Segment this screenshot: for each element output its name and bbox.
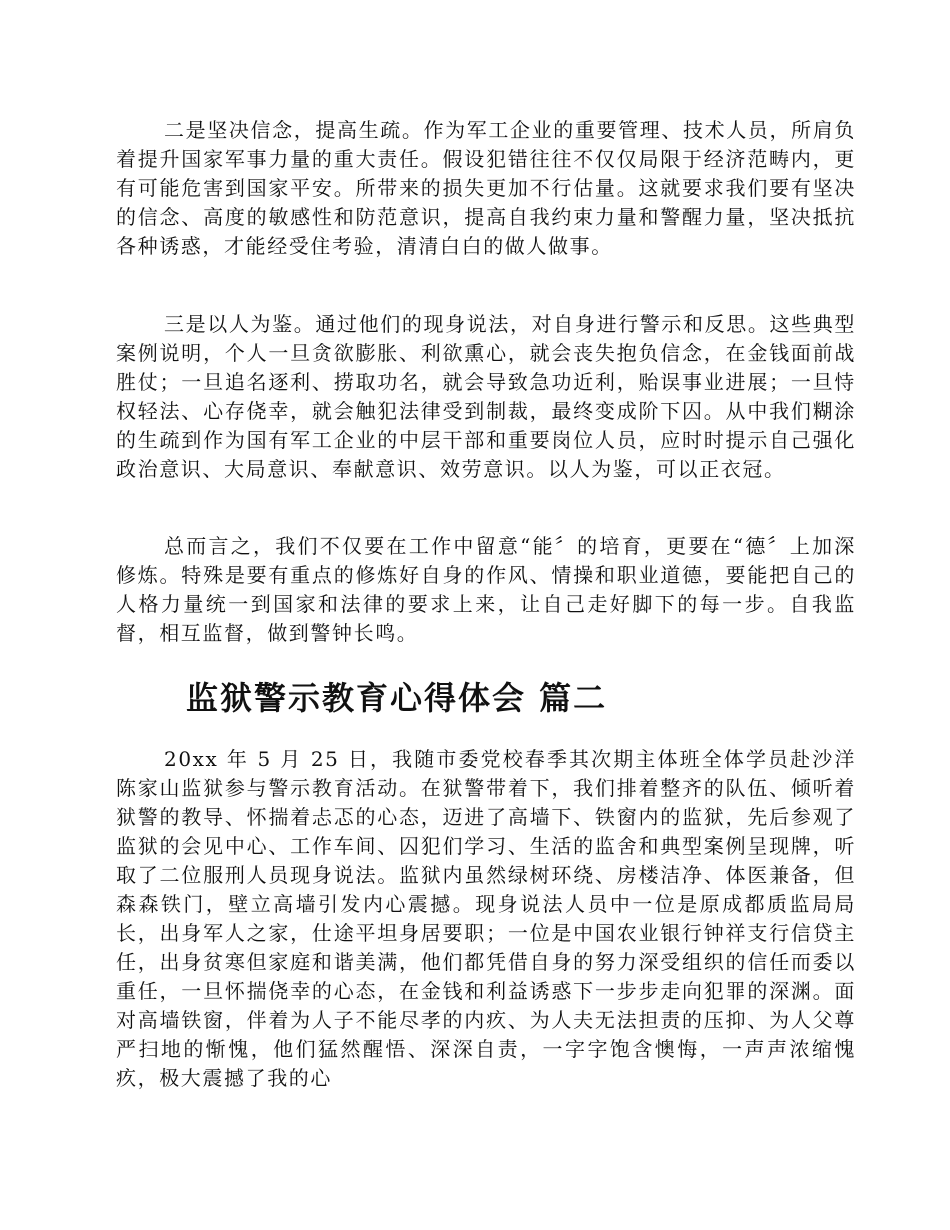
paragraph-learn-from-others: 三是以人为鉴。通过他们的现身说法，对自身进行警示和反思。这些典型案例说明，个人一旦贪欲膨胀、利欲熏心，就会丧失抱负信念，在金钱面前战胜仗；一旦追名逐利、捞取功名，就会导致急功近利，贻误事业进展；一旦恃权轻法、心存侥幸，就会触犯法律受到制裁，最终变成阶下囚。从中我们糊涂的生疏到作为国有军工企业的中层干部和重要岗位人员，应时时提示自己强化政治意识、大局意识、奉献意识、效劳意识。以人为鉴，可以正衣冠。: [116, 312, 856, 481]
paragraph-firm-belief: 二是坚决信念，提高生疏。作为军工企业的重要管理、技术人员，所肩负着提升国家军事力量的重大责任。假设犯错往往不仅仅局限于经济范畴内，更有可能危害到国家平安。所带来的损失更加不行估量。这就要求我们要有坚决的信念、高度的敏感性和防范意识，提高自我约束力量和警醒力量，坚决抵抗各种诱惑，才能经受住考验，清清白白的做人做事。: [116, 118, 856, 258]
section-heading: 监狱警示教育心得体会 篇二: [186, 679, 608, 717]
paragraph-conclusion: 总而言之，我们不仅要在工作中留意“能〞的培育，更要在“德〞上加深修炼。特殊是要有重点的修炼好自身的作风、情操和职业道德，要能把自己的人格力量统一到国家和法律的要求上来，让自己走好脚下的每一步。自我监督，相互监督，做到警钟长鸣。: [116, 534, 856, 645]
paragraph-section-two-intro: 20xx 年 5 月 25 日，我随市委党校春季其次期主体班全体学员赴沙洋陈家山监狱参与警示教育活动。在狱警带着下，我们排着整齐的队伍、倾听着狱警的教导、怀揣着忐忑的心态，迈进了高墙下、铁窗内的监狱，先后参观了监狱的会见中心、工作车间、囚犯们学习、生活的监舍和典型案例呈现牌，听取了二位服刑人员现身说法。监狱内虽然绿树环绕、房楼洁净、体医兼备，但森森铁门，壁立高墙引发内心震撼。现身说法人员中一位是原成都质监局局长，出身军人之家，仕途平坦身居要职；一位是中国农业银行钟祥支行信贷主任，出身贫寒但家庭和谐美满，他们都凭借自身的努力深受组织的信任而委以重任，一旦怀揣侥幸的心态，在金钱和利益诱惑下一步步走向犯罪的深渊。面对高墙铁窗，伴着为人子不能尽孝的内疚、为人夫无法担责的压抑、为人父尊严扫地的惭愧，他们猛然醒悟、深深自责，一字字饱含懊悔，一声声浓缩愧疚，极大震撼了我的心: [116, 747, 856, 1090]
